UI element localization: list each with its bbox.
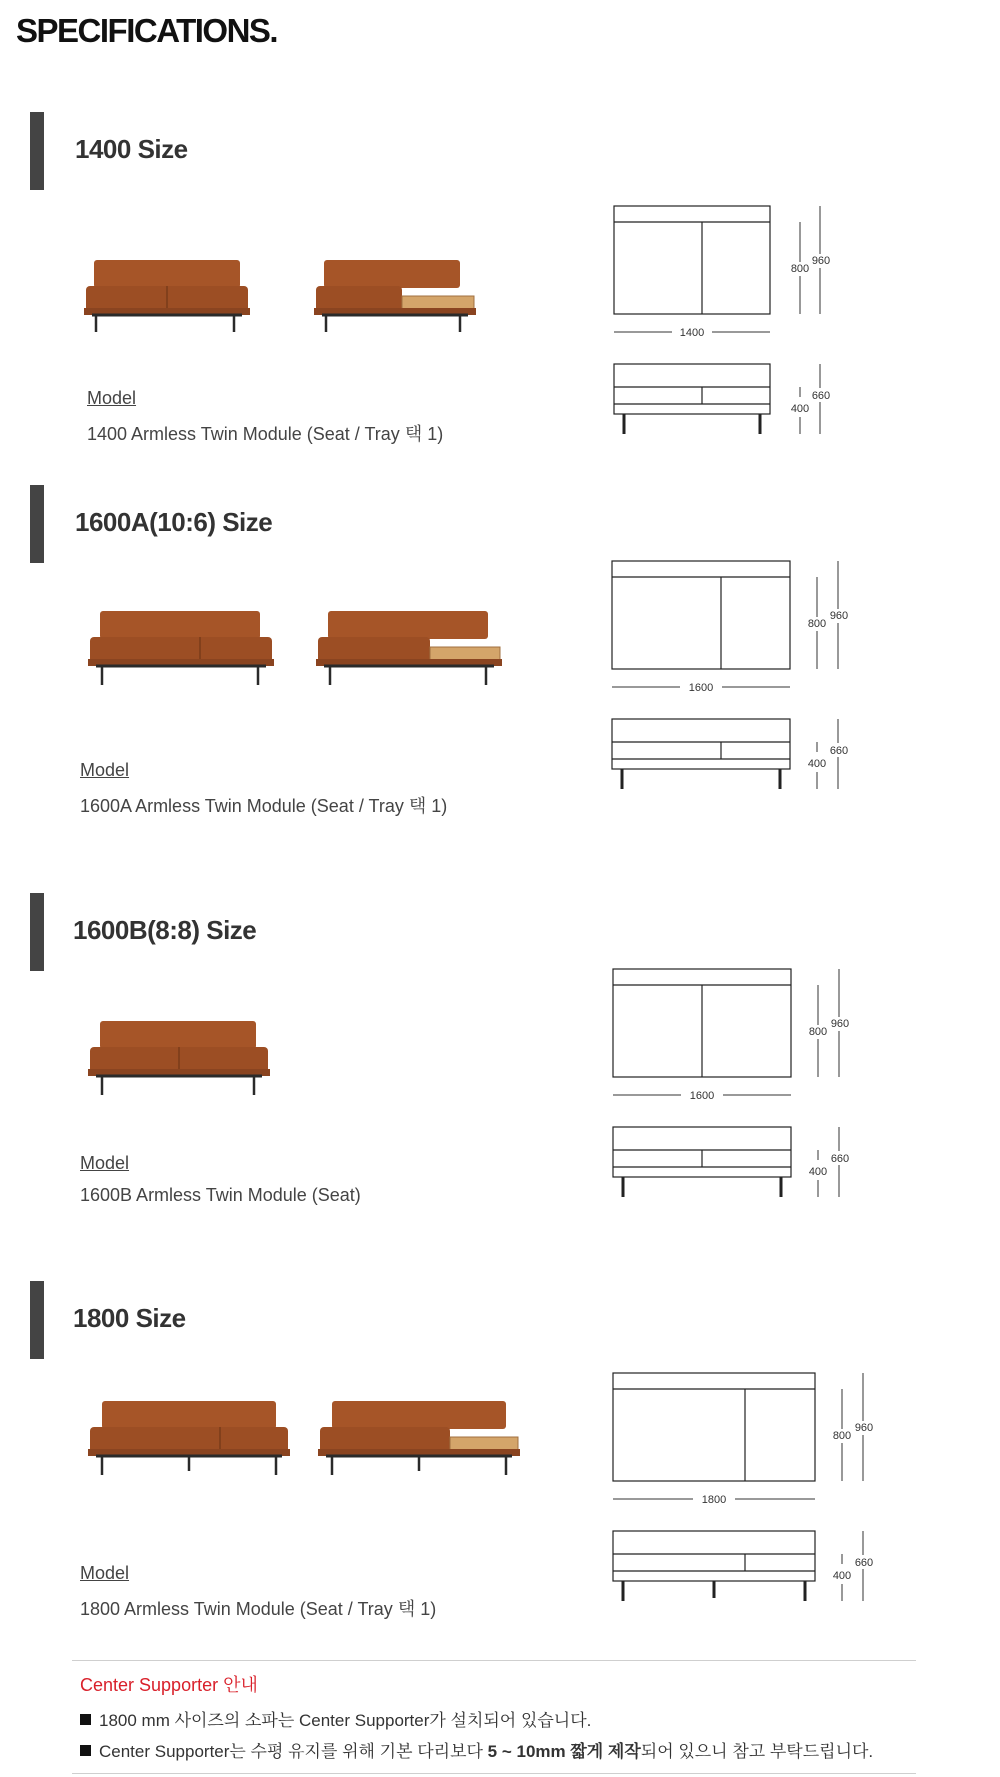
notice-text: 1800 mm 사이즈의 소파는 Center Supporter가 설치되어 있습니다. (99, 1711, 592, 1730)
model-label: Model (80, 760, 130, 780)
model-label: Model (80, 1153, 130, 1173)
dim-depth-total: 960 (830, 1018, 850, 1030)
dimension-drawing (611, 967, 861, 1207)
model-description: 1600B Armless Twin Module (Seat) (80, 1185, 361, 1205)
dim-depth-total: 960 (829, 610, 849, 622)
dim-total-height: 660 (811, 390, 831, 402)
section-marker (30, 485, 44, 563)
dim-seat-height: 400 (790, 403, 810, 415)
dim-total-height: 660 (830, 1153, 850, 1165)
sofa-image-seat (88, 1019, 270, 1095)
dim-depth-seat: 800 (832, 1430, 852, 1442)
model-label: Model (87, 388, 137, 408)
section-1600a (0, 485, 1000, 825)
dim-width: 1600 (689, 1090, 715, 1102)
section-1600b (0, 893, 1000, 1233)
dim-width: 1600 (688, 682, 714, 694)
center-supporter-notice (72, 1660, 916, 1774)
notice-item (80, 1737, 873, 1762)
model-description: 1800 Armless Twin Module (Seat / Tray 택 1) (80, 1599, 437, 1619)
page-title: SPECIFICATIONS. (16, 12, 278, 49)
section-1400 (0, 112, 1000, 452)
notice-text: 되어 있으니 참고 부탁드립니다. (640, 1742, 874, 1761)
section-marker (30, 1281, 44, 1359)
sofa-image-tray (314, 258, 476, 334)
dim-seat-height: 400 (832, 1570, 852, 1582)
dim-total-height: 660 (854, 1557, 874, 1569)
dim-seat-height: 400 (807, 758, 827, 770)
dim-seat-height: 400 (808, 1166, 828, 1178)
section-title: 1400 Size (75, 134, 188, 164)
dimension-drawing (610, 559, 860, 799)
model-description: 1600A Armless Twin Module (Seat / Tray 택 1) (80, 796, 448, 816)
notice-emphasis: 5 ~ 10mm 짧게 제작 (487, 1742, 641, 1761)
dim-width: 1400 (679, 327, 705, 339)
model-description: 1400 Armless Twin Module (Seat / Tray 택 1) (87, 424, 444, 444)
notice-item (80, 1706, 591, 1731)
notice-text: Center Supporter는 수평 유지를 위해 기본 다리보다 (99, 1742, 488, 1761)
sofa-image-seat (88, 609, 274, 685)
section-title: 1600B(8:8) Size (73, 915, 257, 945)
section-title: 1800 Size (73, 1303, 186, 1333)
dim-depth-total: 960 (854, 1422, 874, 1434)
dimension-drawing (611, 1371, 881, 1611)
dim-depth-seat: 800 (790, 263, 810, 275)
sofa-image-tray (318, 1399, 520, 1475)
bullet-square-icon (80, 1714, 91, 1725)
model-label: Model (80, 1563, 130, 1583)
sofa-image-seat (84, 258, 250, 334)
notice-title: Center Supporter 안내 (80, 1675, 258, 1695)
section-1800 (0, 1281, 1000, 1641)
dim-depth-total: 960 (811, 255, 831, 267)
sofa-image-seat (88, 1399, 290, 1475)
dim-depth-seat: 800 (808, 1026, 828, 1038)
dim-total-height: 660 (829, 745, 849, 757)
section-marker (30, 112, 44, 190)
section-title: 1600A(10:6) Size (75, 507, 273, 537)
bullet-square-icon (80, 1745, 91, 1756)
sofa-image-tray (316, 609, 502, 685)
dimension-drawing (612, 204, 852, 444)
section-marker (30, 893, 44, 971)
dim-depth-seat: 800 (807, 618, 827, 630)
dim-width: 1800 (701, 1494, 727, 1506)
